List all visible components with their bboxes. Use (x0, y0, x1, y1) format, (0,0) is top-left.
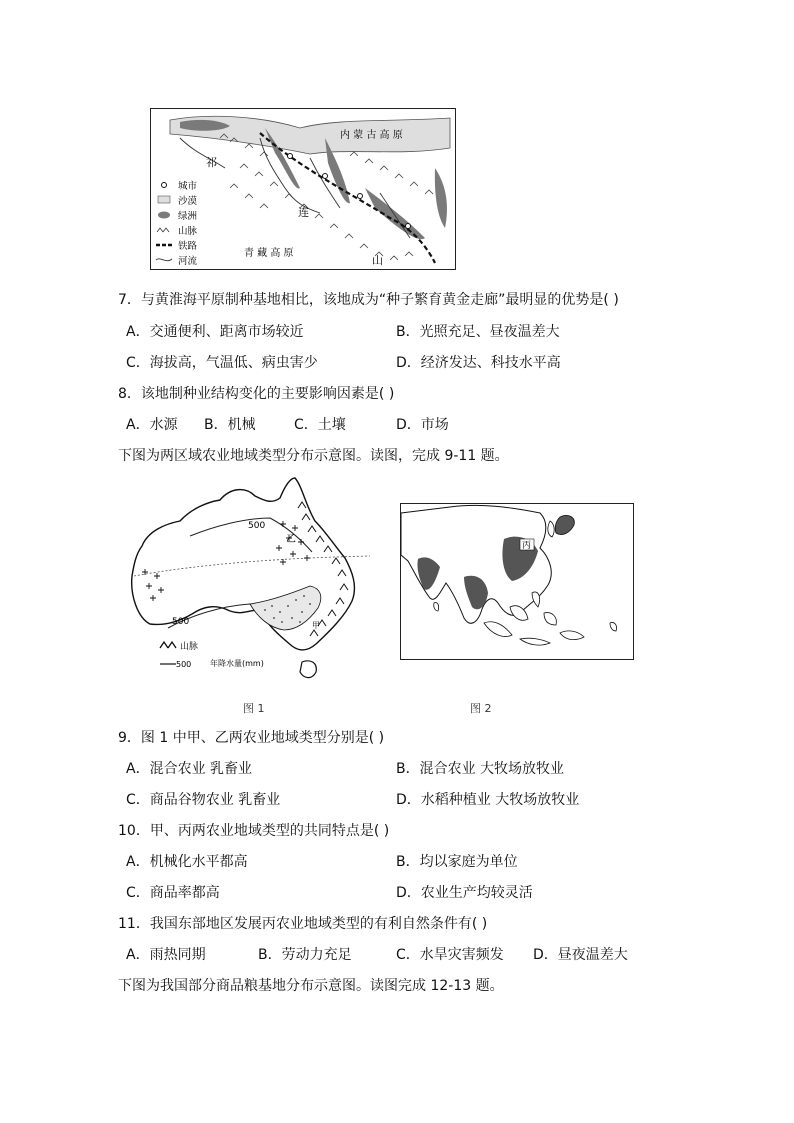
legend-railway: 铁路 (178, 241, 198, 252)
figure-2-caption: 图 2 (470, 702, 492, 715)
q11-option-b: B．劳动力充足 (258, 947, 352, 963)
q9-option-c: C．商品谷物农业 乳畜业 (126, 792, 281, 808)
hexi-corridor-map (150, 108, 456, 270)
q11-option-d: D．昼夜温差大 (533, 947, 628, 963)
australia-agriculture-map (120, 476, 376, 686)
q9-option-b: B．混合农业 大牧场放牧业 (396, 761, 565, 777)
q11-option-c: C．水旱灾害频发 (396, 947, 504, 963)
label-yi: 乙 (286, 534, 296, 545)
q10-option-a: A．机械化水平都高 (126, 854, 248, 870)
tasmania (300, 661, 316, 678)
q11-stem: 11．我国东部地区发展丙农业地域类型的有利自然条件有( ) (118, 916, 488, 932)
label-jia: 甲 (312, 621, 320, 630)
q9-option-d: D．水稻种植业 大牧场放牧业 (396, 792, 580, 808)
legend-desert: 沙漠 (178, 196, 198, 207)
q8-option-b: B．机械 (204, 417, 256, 433)
q7-option-b: B．光照充足、昼夜温差大 (396, 324, 560, 340)
legend-mountain: 山脉 (180, 642, 199, 652)
label-qinghai-tibet: 青 藏 高 原 (244, 248, 294, 259)
map1-legend (153, 176, 205, 268)
q8-option-d: D．市场 (396, 417, 449, 433)
isohyet-label-1: 500 (248, 521, 266, 531)
legend-isohyet-value: 500 (176, 660, 192, 669)
q10-stem: 10．甲、丙两农业地域类型的共同特点是( ) (118, 823, 390, 839)
q10-option-c: C．商品率都高 (126, 885, 220, 901)
q7-option-d: D．经济发达、科技水平高 (396, 355, 561, 371)
legend-city: 城市 (178, 181, 198, 192)
label-qilian-2: 连 (298, 206, 309, 219)
q8-option-a: A．水源 (126, 417, 178, 433)
q11-option-a: A．雨热同期 (126, 947, 206, 963)
q8-option-c: C．土壤 (294, 417, 346, 433)
intro-9-11: 下图为两区域农业地域类型分布示意图。读图，完成 9-11 题。 (118, 448, 509, 464)
legend-oasis: 绿洲 (178, 211, 198, 222)
legend-mountain: 山脉 (178, 226, 198, 237)
asia-rice-map (400, 503, 634, 660)
q9-stem: 9．图 1 中甲、乙两农业地域类型分别是( ) (118, 730, 385, 746)
q9-option-a: A．混合农业 乳畜业 (126, 761, 253, 777)
label-qilian-3: 山 (372, 254, 383, 267)
q10-option-d: D．农业生产均较灵活 (396, 885, 533, 901)
label-qilian-1: 祁 (206, 156, 217, 169)
legend-mountain-symbol (160, 642, 176, 648)
q10-option-b: B．均以家庭为单位 (396, 854, 518, 870)
q7-option-c: C．海拔高，气温低、病虫害少 (126, 355, 318, 371)
legend-river: 河流 (178, 256, 198, 267)
q8-stem: 8．该地制种业结构变化的主要影响因素是( ) (118, 386, 395, 402)
q7-option-a: A．交通便利、距离市场较近 (126, 324, 304, 340)
q7-stem: 7．与黄淮海平原制种基地相比，该地成为“种子繁育黄金走廊”最明显的优势是( ) (118, 292, 619, 308)
australia-outline (132, 478, 355, 650)
isohyet-label-2: 500 (172, 617, 190, 627)
intro-12-13: 下图为我国部分商品粮基地分布示意图。读图完成 12-13 题。 (118, 978, 504, 994)
figure-1-caption: 图 1 (243, 702, 265, 715)
label-bing: 丙 (522, 541, 532, 551)
legend-isohyet-text: 年降水量(mm) (210, 659, 264, 668)
label-inner-mongolia: 内 蒙 古 高 原 (340, 130, 403, 141)
